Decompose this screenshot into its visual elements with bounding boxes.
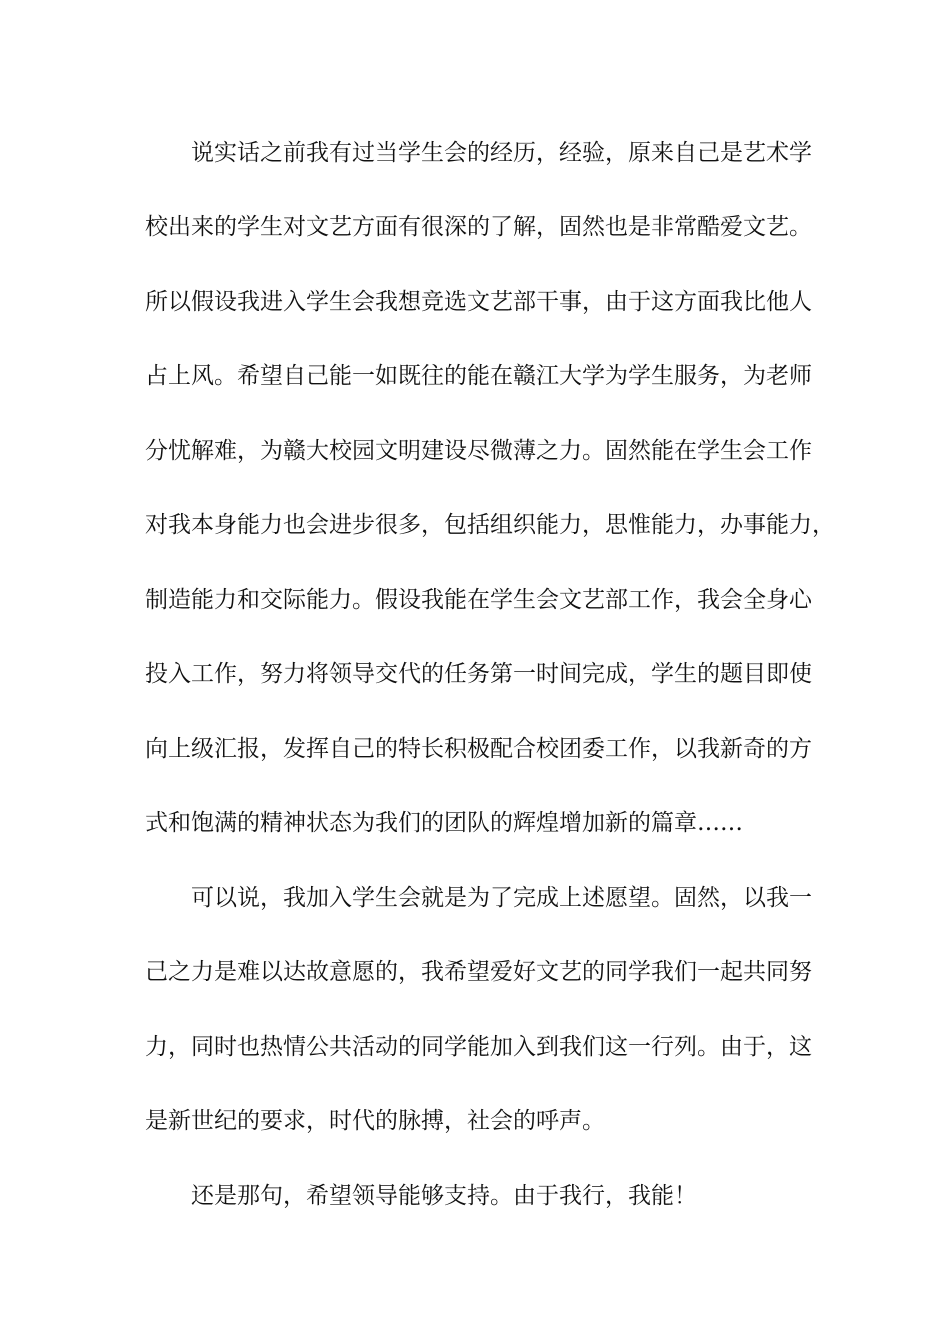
paragraph-1-line-9: 向上级汇报，发挥自己的特长积极配合校团委工作，以我新奇的方 [145,736,812,762]
paragraph-2-line-1: 可以说，我加入学生会就是为了完成上述愿望。固然，以我一 [191,885,812,911]
paragraph-2-line-4: 是新世纪的要求，时代的脉搏，社会的呼声。 [145,1108,605,1134]
paragraph-1-line-7: 制造能力和交际能力。假设我能在学生会文艺部工作，我会全身心 [145,587,812,613]
paragraph-1-line-10: 式和饱满的精神状态为我们的团队的辉煌增加新的篇章…… [145,810,743,836]
paragraph-1-line-1: 说实话之前我有过当学生会的经历，经验，原来自己是艺术学 [191,140,812,166]
paragraph-1-line-6: 对我本身能力也会进步很多，包括组织能力，思惟能力，办事能力， [145,512,835,538]
paragraph-1-line-8: 投入工作，努力将领导交代的任务第一时间完成，学生的题目即使 [145,661,812,687]
paragraph-1-line-5: 分忧解难，为赣大校园文明建设尽微薄之力。固然能在学生会工作 [145,438,812,464]
paragraph-1-line-2: 校出来的学生对文艺方面有很深的了解，固然也是非常酷爱文艺。 [145,214,812,240]
paragraph-2-line-2: 己之力是难以达故意愿的，我希望爱好文艺的同学我们一起共同努 [145,959,812,985]
paragraph-2-line-3: 力，同时也热情公共活动的同学能加入到我们这一行列。由于，这 [145,1034,812,1060]
paragraph-1-line-4: 占上风。希望自己能一如既往的能在赣江大学为学生服务，为老师 [145,363,812,389]
paragraph-3-line-1: 还是那句，希望领导能够支持。由于我行，我能！ [191,1183,697,1209]
paragraph-1-line-3: 所以假设我进入学生会我想竞选文艺部干事，由于这方面我比他人 [145,289,812,315]
